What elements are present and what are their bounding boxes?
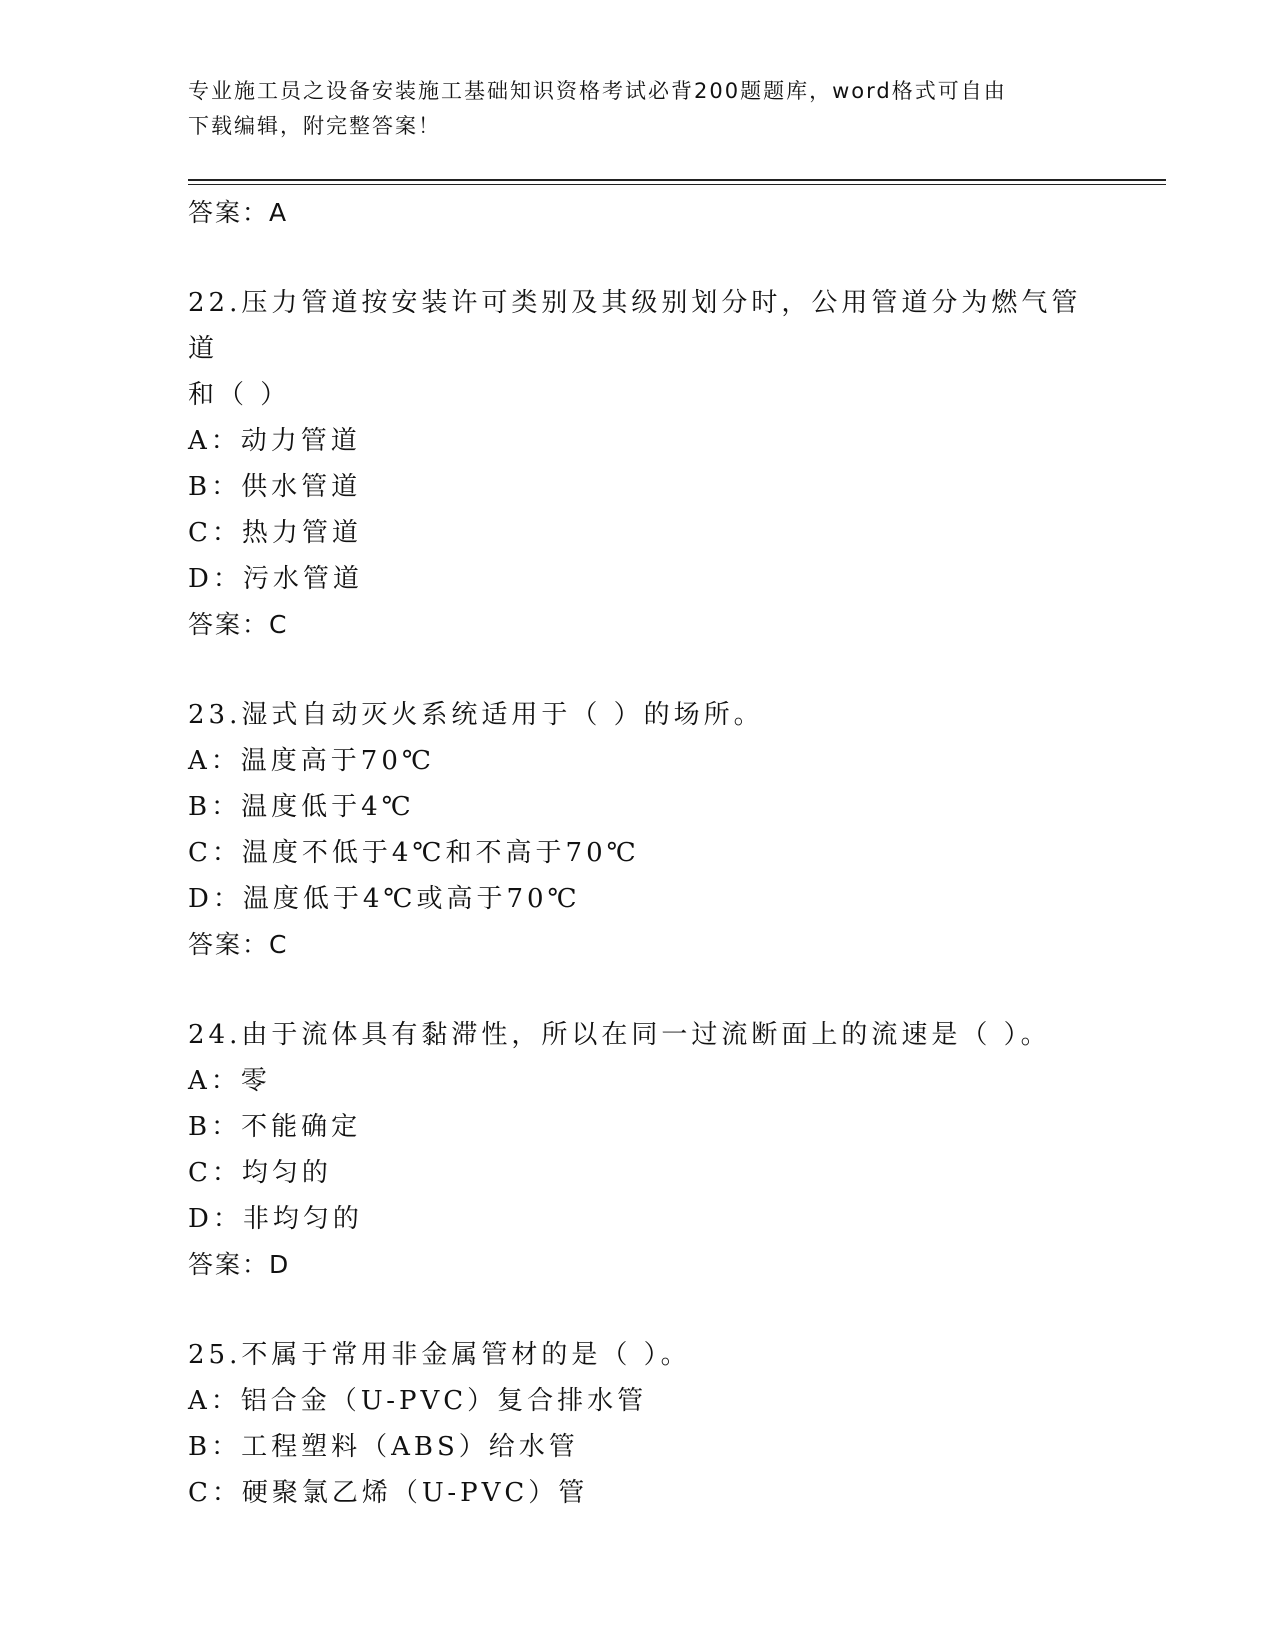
option-d: D：污水管道 — [188, 564, 363, 594]
header-line-2: 下载编辑，附完整答案！ — [188, 114, 441, 138]
question-stem: 25.不属于常用非金属管材的是（ ）。 — [188, 1340, 691, 1370]
question-stem-line: 22.压力管道按安装许可类别及其级别划分时，公用管道分为燃气管道 — [188, 288, 1082, 364]
option-a: A：温度高于70℃ — [188, 746, 435, 776]
answer-line: 答案：A — [188, 198, 289, 227]
question-23 — [188, 692, 1088, 968]
option-c: C：热力管道 — [188, 518, 362, 548]
answer-line: 答案：C — [188, 610, 289, 639]
answer-line: 答案：D — [188, 1250, 291, 1279]
option-a: A：铝合金（U-PVC）复合排水管 — [188, 1386, 648, 1416]
question-stem: 23.湿式自动灭火系统适用于（ ）的场所。 — [188, 700, 764, 730]
option-c: C：温度不低于4℃和不高于70℃ — [188, 838, 640, 868]
document-header — [188, 74, 1088, 144]
option-b: B：工程塑料（ABS）给水管 — [188, 1432, 579, 1462]
header-divider — [188, 179, 1166, 181]
question-stem: 24.由于流体具有黏滞性，所以在同一过流断面上的流速是（ ）。 — [188, 1020, 1051, 1050]
option-d: D：温度低于4℃或高于70℃ — [188, 884, 581, 914]
question-stem-line: 和（ ） — [188, 380, 291, 410]
option-c: C：均匀的 — [188, 1158, 332, 1188]
question-22 — [188, 280, 1088, 648]
option-b: B：不能确定 — [188, 1112, 362, 1142]
option-c: C：硬聚氯乙烯（U-PVC）管 — [188, 1478, 589, 1508]
option-b: B：温度低于4℃ — [188, 792, 415, 822]
spacer — [188, 236, 1088, 280]
spacer — [188, 648, 1088, 692]
answer-line: 答案：C — [188, 930, 289, 959]
header-divider-thin — [188, 184, 1166, 185]
option-d: D：非均匀的 — [188, 1204, 363, 1234]
question-stem — [188, 280, 1088, 418]
document-body — [188, 190, 1088, 1516]
header-line-1: 专业施工员之设备安装施工基础知识资格考试必背200题题库，word格式可自由 — [188, 79, 1007, 103]
question-24 — [188, 1012, 1088, 1288]
option-a: A：零 — [188, 1066, 271, 1096]
option-a: A：动力管道 — [188, 426, 361, 456]
spacer — [188, 968, 1088, 1012]
option-b: B：供水管道 — [188, 472, 362, 502]
question-25 — [188, 1332, 1088, 1516]
spacer — [188, 1288, 1088, 1332]
